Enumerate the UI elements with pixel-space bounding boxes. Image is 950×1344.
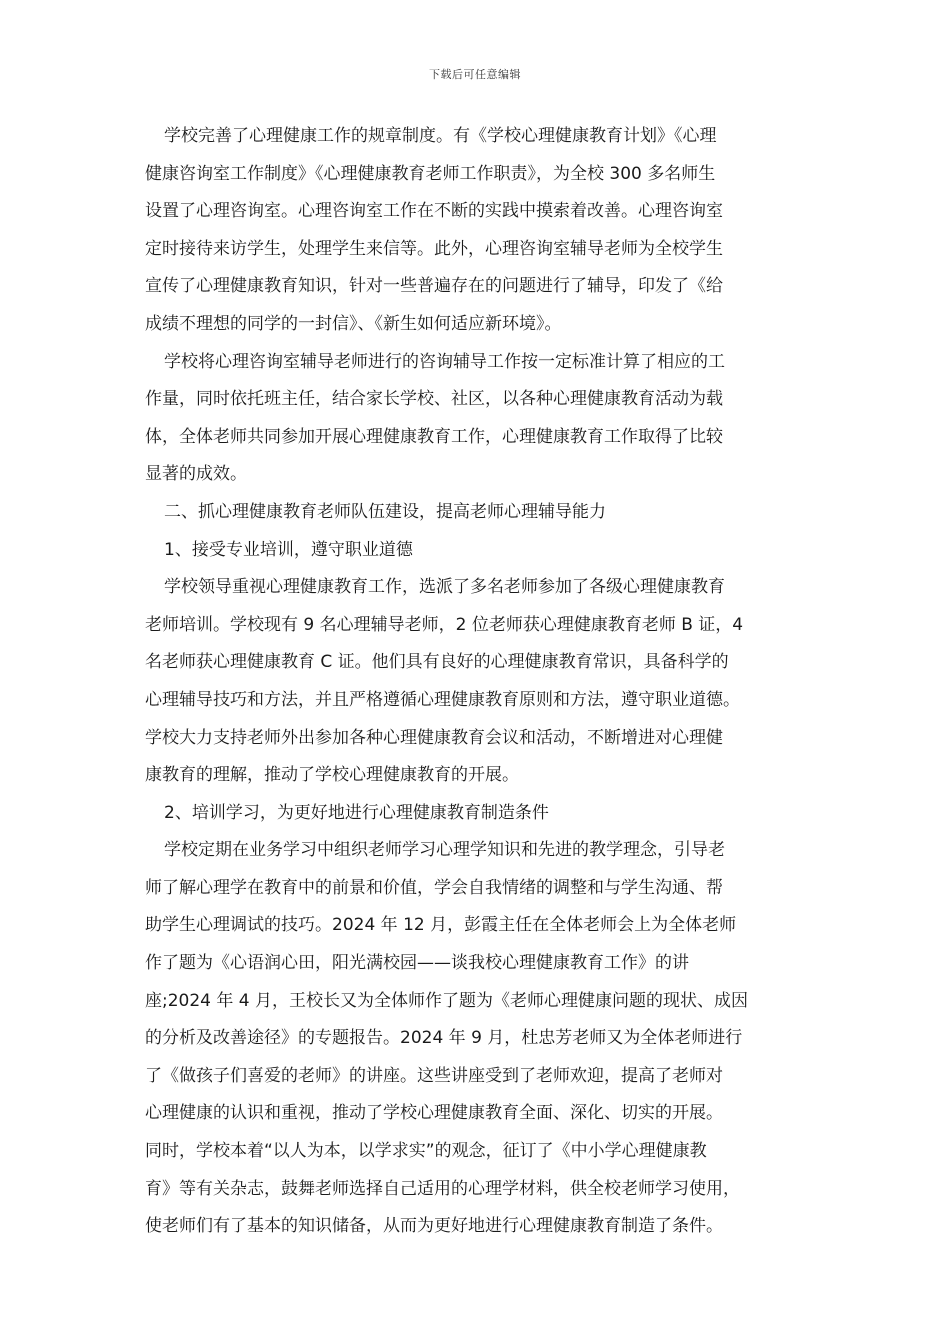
text-line: 体，全体老师共同参加开展心理健康教育工作，心理健康教育工作取得了比较	[145, 426, 723, 447]
text-line: 学校将心理咨询室辅导老师进行的咨询辅导工作按一定标准计算了相应的工	[164, 351, 725, 372]
text-line: 显著的成效。	[145, 464, 247, 485]
text-line: 2、培训学习，为更好地进行心理健康教育制造条件	[164, 802, 549, 823]
text-line: 宣传了心理健康教育知识，针对一些普遍存在的问题进行了辅导，印发了《给	[145, 276, 723, 297]
text-line: 康教育的理解，推动了学校心理健康教育的开展。	[145, 765, 519, 786]
text-line: 助学生心理调试的技巧。2024 年 12 月，彭霞主任在全体老师会上为全体老师	[145, 915, 737, 936]
text-line: 二、抓心理健康教育老师队伍建设，提高老师心理辅导能力	[164, 501, 606, 522]
text-line: 成绩不理想的同学的一封信》、《新生如何适应新环境》。	[145, 313, 562, 334]
text-line: 同时，学校本着“以人为本，以学求实”的观念，征订了《中小学心理健康教	[145, 1141, 707, 1162]
text-line: 名老师获心理健康教育 C 证。他们具有良好的心理健康教育常识，具备科学的	[145, 652, 729, 673]
text-line: 学校定期在业务学习中组织老师学习心理学知识和先进的教学理念，引导老	[164, 840, 725, 861]
text-line: 健康咨询室工作制度》《心理健康教育老师工作职责》，为全校 300 多名师生	[145, 163, 716, 184]
text-line: 心理健康的认识和重视，推动了学校心理健康教育全面、深化、切实的开展。	[145, 1103, 723, 1124]
text-line: 育》等有关杂志，鼓舞老师选择自己适用的心理学材料，供全校老师学习使用，	[145, 1178, 740, 1199]
text-line: 座;2024 年 4 月，王校长又为全体师作了题为《老师心理健康问题的现状、成因	[145, 990, 749, 1011]
text-line: 了《做孩子们喜爱的老师》的讲座。这些讲座受到了老师欢迎，提高了老师对	[145, 1065, 723, 1086]
text-line: 的分析及改善途径》的专题报告。2024 年 9 月，杜忠芳老师又为全体老师进行	[145, 1028, 743, 1049]
text-line: 作了题为《心语润心田，阳光满校园——谈我校心理健康教育工作》的讲	[145, 953, 689, 974]
text-line: 学校领导重视心理健康教育工作，选派了多名老师参加了各级心理健康教育	[164, 577, 725, 598]
text-line: 学校大力支持老师外出参加各种心理健康教育会议和活动，不断增进对心理健	[145, 727, 723, 748]
text-line: 老师培训。学校现有 9 名心理辅导老师，2 位老师获心理健康教育老师 B 证，4	[145, 614, 744, 635]
document-body	[145, 118, 810, 1246]
page-header: 下载后可任意编辑	[429, 68, 521, 81]
text-line: 作量，同时依托班主任，结合家长学校、社区，以各种心理健康教育活动为载	[145, 389, 723, 410]
text-line: 定时接待来访学生，处理学生来信等。此外，心理咨询室辅导老师为全校学生	[145, 238, 723, 259]
text-line: 1、接受专业培训，遵守职业道德	[164, 539, 413, 560]
text-line: 学校完善了心理健康工作的规章制度。有《学校心理健康教育计划》《心理	[164, 126, 717, 146]
text-line: 师了解心理学在教育中的前景和价值，学会自我情绪的调整和与学生沟通、帮	[145, 877, 723, 898]
text-line: 使老师们有了基本的知识储备，从而为更好地进行心理健康教育制造了条件。	[145, 1216, 723, 1237]
text-line: 设置了心理咨询室。心理咨询室工作在不断的实践中摸索着改善。心理咨询室	[145, 201, 723, 222]
text-line: 心理辅导技巧和方法，并且严格遵循心理健康教育原则和方法，遵守职业道德。	[145, 689, 740, 710]
